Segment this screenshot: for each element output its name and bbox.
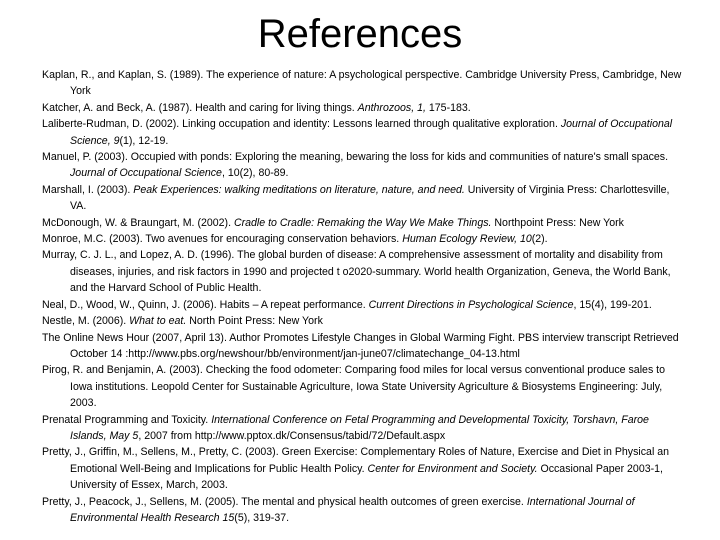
reference-item: [42, 297, 682, 313]
reference-tail: Northpoint Press: New York: [491, 216, 624, 229]
reference-item: [42, 231, 682, 247]
reference-item: [42, 100, 682, 116]
reference-text: Nestle, M. (2006).: [42, 315, 130, 328]
reference-item: [42, 494, 682, 527]
reference-text: Monroe, M.C. (2003). Two avenues for encouraging conservation behaviors.: [42, 233, 403, 246]
reference-item: [42, 182, 682, 215]
reference-text: Katcher, A. and Beck, A. (1987). Health and caring for living things.: [42, 101, 358, 114]
reference-italic: Center for Environment and Society.: [367, 462, 538, 475]
reference-italic: International Journal of Environmental Health Research 15: [70, 495, 635, 524]
reference-italic: Cradle to Cradle: Remaking the Way We Make Things.: [233, 216, 492, 229]
reference-tail: Occasional Paper 2003-1, University of Essex, March, 2003.: [70, 462, 663, 492]
page-title: References: [257, 12, 463, 56]
reference-list: [42, 67, 682, 526]
reference-text: Manuel, P. (2003). Occupied with ponds: Exploring the meaning, bewaring the loss for kids and communities of nature's small spaces.: [42, 151, 669, 164]
reference-tail: University of Virginia Press: Charlottesville, VA.: [70, 183, 670, 213]
reference-italic: Journal of Occupational Science, 9: [70, 118, 673, 147]
reference-text: Pirog, R. and Benjamin, A. (2003). Checking the food odometer: Comparing food miles for local versus conventional produce sales to Iowa institutions. Leopold Center for Sustainable Agriculture, Iowa State University Agriculture & Biosystems Engineering: July, 2003.: [42, 364, 666, 410]
reference-text: Kaplan, R., and Kaplan, S. (1989). The experience of nature: A psychological perspective. Cambridge University Press, Cambridge, New York: [42, 69, 682, 98]
reference-italic: What to eat.: [129, 315, 187, 328]
reference-tail: (5), 319-37.: [234, 511, 290, 524]
reference-text: Pretty, J., Griffin, M., Sellens, M., Pretty, C. (2003). Green Exercise: Complementary Roles of Nature, Exercise and Diet in Physical an Emotional Well-Being and Implications for Public Health Policy.: [42, 446, 670, 475]
reference-item: [42, 67, 682, 100]
reference-tail: , 10(2), 80-89.: [221, 167, 289, 180]
reference-text: Marshall, I. (2003).: [42, 183, 134, 196]
reference-italic: Journal of Occupational Science: [70, 167, 222, 180]
reference-tail: , 15(4), 199-201.: [573, 298, 652, 311]
reference-italic: Peak Experiences: walking meditations on literature, nature, and need.: [133, 183, 465, 196]
reference-item: [42, 149, 682, 182]
reference-item: [42, 215, 682, 231]
reference-tail: 175-183.: [425, 101, 471, 114]
reference-tail: North Point Press: New York: [186, 315, 323, 328]
reference-text: Murray, C. J. L., and Lopez, A. D. (1996). The global burden of disease: A comprehensive assessment of mortality and disability from diseases, injuries, and risk factors in 1990 and projected t o2020-summary. World health Organization, Geneva, the World Bank, and the Harvard School of Public Health.: [42, 249, 671, 295]
reference-italic: Human Ecology Review, 10: [402, 233, 532, 246]
reference-tail: (1), 12-19.: [119, 134, 169, 147]
reference-text: Pretty, J., Peacock, J., Sellens, M. (2005). The mental and physical health outcomes of green exercise.: [42, 495, 527, 508]
reference-tail: , 2007 from http://www.pptox.dk/Consensus/tabid/72/Default.aspx: [138, 429, 446, 442]
reference-item: [42, 444, 682, 493]
reference-text: Neal, D., Wood, W., Quinn, J. (2006). Habits – A repeat performance.: [42, 298, 369, 311]
reference-text: Prenatal Programming and Toxicity.: [42, 413, 212, 426]
reference-tail: (2).: [531, 233, 548, 246]
reference-italic: Current Directions in Psychological Science: [368, 298, 574, 311]
reference-item: [42, 247, 682, 296]
reference-item: [42, 330, 682, 363]
reference-text: The Online News Hour (2007, April 13). Author Promotes Lifestyle Changes in Global Warming Fight. PBS interview transcript Retrieved October 14 :http://www.pbs.org/newshour/bb/environment/jan-june07/climatechange_04-13.html: [42, 331, 679, 360]
reference-item: [42, 116, 682, 149]
reference-text: McDonough, W. & Braungart, M. (2002).: [42, 216, 234, 229]
reference-text: Laliberte-Rudman, D. (2002). Linking occupation and identity: Lessons learned through qualitative exploration.: [42, 118, 561, 131]
reference-item: [42, 412, 682, 445]
reference-item: [42, 313, 682, 329]
reference-italic: Anthrozoos, 1,: [357, 101, 426, 114]
reference-italic: International Conference on Fetal Programming and Developmental Toxicity, Torshavn, Faroe Islands, May 5: [70, 413, 649, 442]
reference-item: [42, 362, 682, 411]
